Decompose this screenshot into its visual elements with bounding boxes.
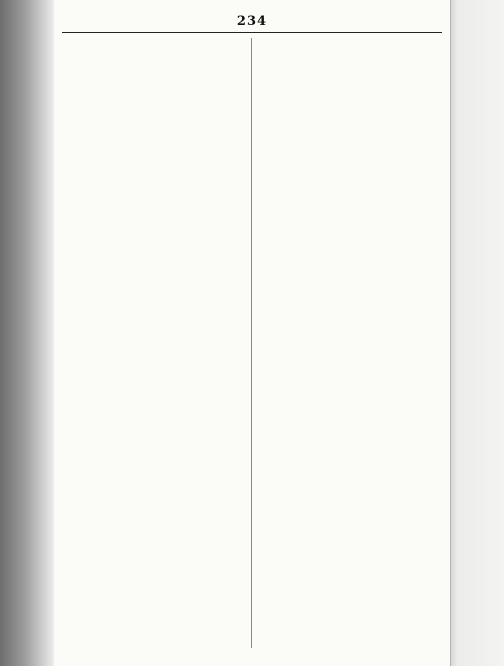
binding-shadow [0, 0, 54, 666]
next-page-edge [450, 0, 504, 666]
column-divider [251, 38, 252, 648]
left-column-text [62, 38, 248, 648]
page-number: 234 [236, 14, 268, 29]
next-page-text-fragments [455, 40, 501, 640]
page-leaf [54, 0, 450, 666]
header-rule [62, 32, 442, 33]
right-column-text [256, 38, 442, 648]
